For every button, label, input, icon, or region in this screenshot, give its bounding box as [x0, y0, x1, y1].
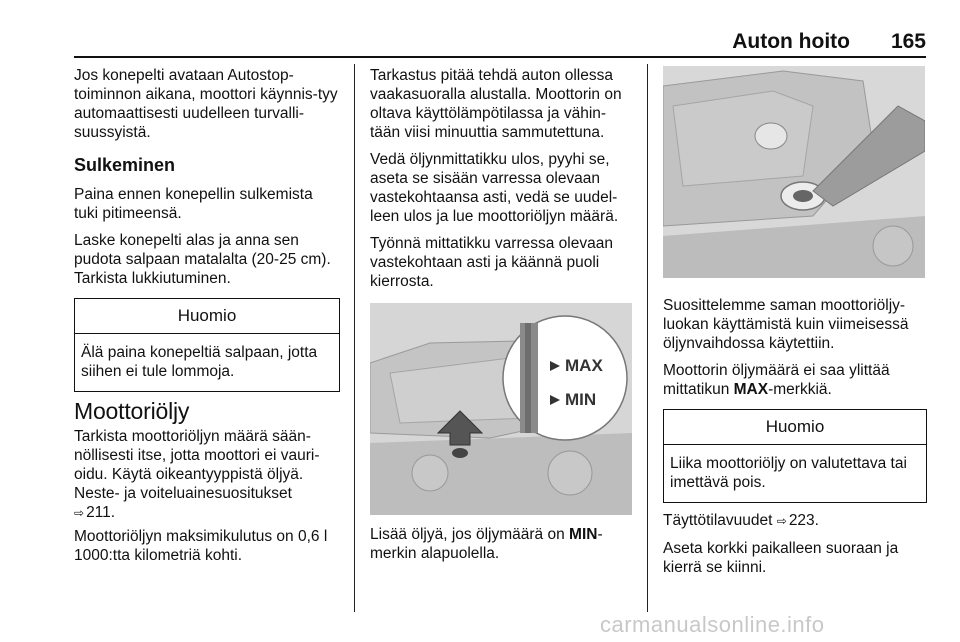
reference-arrow-icon: ⇨ — [776, 514, 787, 528]
closing-step-2: Laske konepelti alas ja anna sen pudota salpaan matalalta (20-25 cm). Tarkista lukkiutuminen. — [74, 232, 331, 287]
note-title: Huomio — [75, 299, 339, 334]
reference-link[interactable]: 211. — [86, 504, 116, 521]
closing-step-1: Paina ennen konepellin sulkemista tuki pitimeensä. — [74, 186, 313, 222]
column-3 — [663, 66, 927, 585]
page-number: 165 — [890, 30, 926, 53]
autostop-paragraph: Jos konepelti avataan Autostop-toiminnon aikana, moottori käynnis-tyy automaattisesti uudelleen turvalli-suussyistä. — [74, 67, 338, 141]
inspection-paragraph: Tarkastus pitää tehdä auton ollessa vaakasuoralla alustalla. Moottorin on oltava käyttölämpötilassa ja vähin-tään viisi minuuttia sammutettuna. — [370, 67, 622, 141]
note-body: Liika moottoriöljy on valutettava tai imettävä pois. — [670, 455, 907, 491]
oil-cap-illustration — [663, 66, 925, 278]
cap-paragraph: Aseta korkki paikalleen suoraan ja kierrä se kiinni. — [663, 540, 899, 576]
oil-consumption-paragraph: Moottoriöljyn maksimikulutus on 0,6 l 1000:tta kilometriä kohti. — [74, 528, 328, 564]
add-oil-paragraph: Lisää öljyä, jos öljymäärä on MIN-merkin alapuolella. — [370, 526, 603, 562]
page-header — [74, 22, 926, 58]
watermark: carmanualsonline.info — [600, 612, 825, 637]
page-title: Auton hoito — [732, 30, 850, 53]
capacities-paragraph: Täyttötilavuudet ⇨ 223. — [663, 512, 819, 529]
reference-link[interactable]: 223. — [788, 512, 819, 529]
oil-check-paragraph: Tarkista moottoriöljyn määrä sään-nöllisesti itse, jotta moottori ei vauri-oidu. Käytä oikeantyyppistä öljyä. Neste- ja voiteluainesuositukset ⇨ 211. — [74, 428, 320, 521]
column-1 — [74, 66, 340, 573]
engine-oil-heading: Moottoriöljy — [74, 398, 190, 424]
reference-arrow-icon: ⇨ — [74, 506, 85, 520]
note-box-oil — [663, 409, 927, 503]
max-label: MAX — [565, 356, 603, 375]
note-title: Huomio — [664, 410, 926, 445]
oil-filler-drawing — [663, 66, 925, 278]
column-divider-1 — [354, 64, 355, 612]
column-2 — [370, 66, 632, 571]
dipstick-insert-paragraph: Työnnä mittatikku varressa olevaan vastekohtaan asti ja käännä puoli kierrosta. — [370, 235, 613, 290]
dipstick-illustration — [370, 303, 632, 515]
dipstick-paragraph: Vedä öljynmittatikku ulos, pyyhi se, aseta se sisään varressa olevaan vastekohtaansa asti, vedä se uudel-leen ulos ja lue moottoriöljyn määrä. — [370, 151, 619, 225]
note-box-hood — [74, 298, 340, 392]
min-label: MIN — [565, 390, 597, 409]
oil-recommendation-paragraph: Suosittelemme saman moottoriöljy-luokan käyttämistä kuin viimeisessä öljynvaihdossa käytettiin. — [663, 297, 909, 352]
column-divider-2 — [647, 64, 648, 612]
note-body: Älä paina konepeltiä salpaan, jotta siihen ei tule lommoja. — [81, 344, 318, 380]
oil-max-paragraph: Moottorin öljymäärä ei saa ylittää mittatikun MAX-merkkiä. — [663, 362, 890, 398]
engine-dipstick-drawing — [370, 303, 632, 515]
closing-heading: Sulkeminen — [74, 155, 176, 175]
